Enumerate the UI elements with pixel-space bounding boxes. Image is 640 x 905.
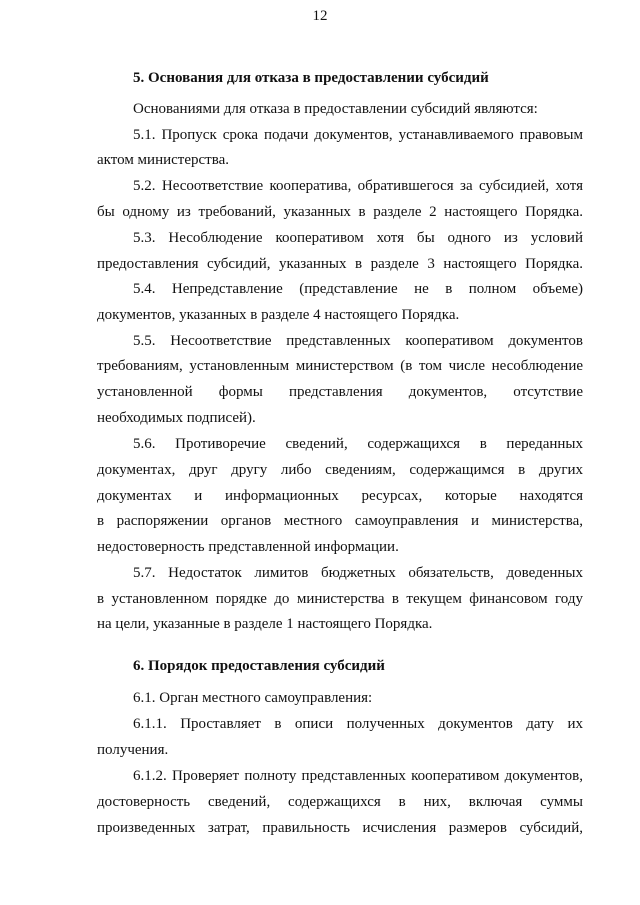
paragraph-line: документов, указанных в разделе 4 настоящего Порядка.	[97, 307, 460, 323]
paragraph-line: в установленном порядке до министерства в текущем финансовом году	[97, 591, 583, 607]
paragraph-line: на цели, указанные в разделе 1 настоящего Порядка.	[97, 616, 433, 632]
paragraph-line: установленной формы представления документов, отсутствие	[97, 384, 583, 400]
paragraph-line: в распоряжении органов местного самоуправления и министерства,	[97, 513, 583, 529]
paragraph-line: Основаниями для отказа в предоставлении субсидий являются:	[133, 101, 538, 117]
paragraph-line: 5.6. Противоречие сведений, содержащихся в переданных	[133, 436, 583, 452]
paragraph-line: 5.2. Несоответствие кооператива, обратившегося за субсидией, хотя	[133, 178, 583, 194]
section-5-heading: 5. Основания для отказа в предоставлении субсидий	[133, 70, 489, 86]
paragraph-line: 6.1.2. Проверяет полноту представленных кооперативом документов,	[133, 768, 583, 784]
page-number: 12	[312, 8, 328, 24]
paragraph-line: документах, друг другу либо сведениям, содержащимся в других	[97, 462, 583, 478]
paragraph-line: актом министерства.	[97, 152, 230, 168]
paragraph-line: 5.4. Непредставление (представление не в полном объеме)	[133, 281, 583, 297]
paragraph-line: произведенных затрат, правильность исчисления размеров субсидий,	[97, 820, 583, 836]
paragraph-line: достоверность сведений, содержащихся в них, включая суммы	[97, 794, 583, 810]
paragraph-line: получения.	[97, 742, 169, 758]
paragraph-line: бы одному из требований, указанных в разделе 2 настоящего Порядка.	[97, 204, 583, 220]
paragraph-line: 5.5. Несоответствие представленных кооперативом документов	[133, 333, 583, 349]
paragraph-line: 6.1.1. Проставляет в описи полученных документов дату их	[133, 716, 583, 732]
paragraph-line: требованиям, установленным министерством (в том числе несоблюдение	[97, 358, 583, 374]
paragraph-line: предоставления субсидий, указанных в разделе 3 настоящего Порядка.	[97, 256, 583, 272]
paragraph-line: 5.7. Недостаток лимитов бюджетных обязательств, доведенных	[133, 565, 583, 581]
paragraph-line: 6.1. Орган местного самоуправления:	[133, 690, 373, 706]
section-6-heading: 6. Порядок предоставления субсидий	[133, 658, 385, 674]
paragraph-line: 5.3. Несоблюдение кооперативом хотя бы одного из условий	[133, 230, 583, 246]
paragraph-line: недостоверность представленной информации.	[97, 539, 399, 555]
paragraph-line: необходимых подписей).	[97, 410, 256, 426]
paragraph-line: 5.1. Пропуск срока подачи документов, устанавливаемого правовым	[133, 127, 583, 143]
paragraph-line: документах и информационных ресурсах, которые находятся	[97, 488, 583, 504]
